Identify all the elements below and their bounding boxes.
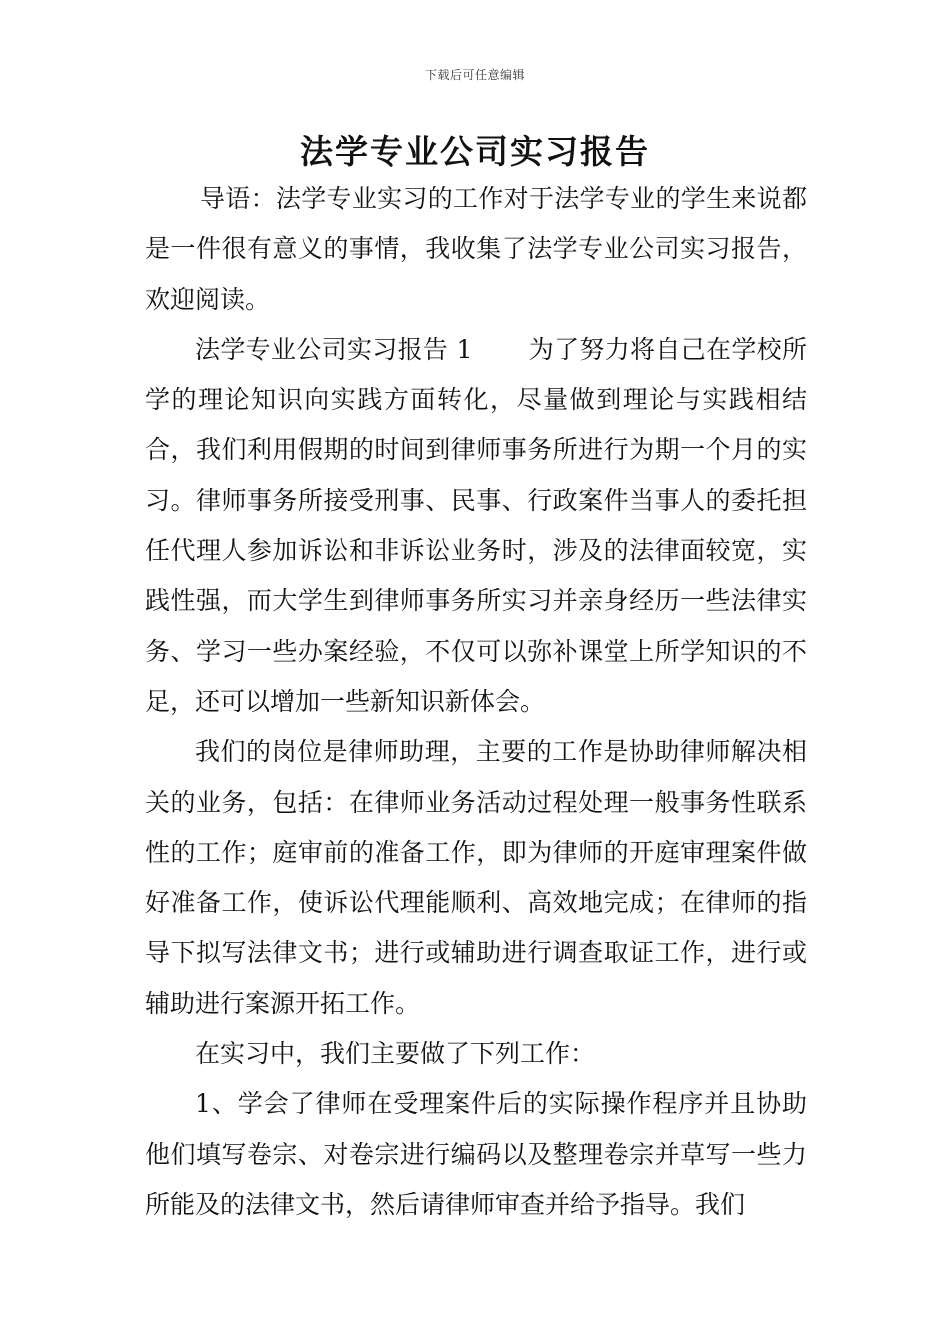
report-paragraph-1 — [145, 325, 807, 727]
report-paragraph-3: 在实习中，我们主要做了下列工作： — [195, 1039, 596, 1069]
report-paragraph-4: 1、学会了律师在受理案件后的实际操作程序并且协助他们填写卷宗、对卷宗进行编码以及整理卷宗并草写一些力所能及的法律文书，然后请律师审查并给予指导。我们 — [145, 1089, 807, 1219]
header-note: 下载后可任意编辑 — [424, 68, 525, 82]
document-title: 法学专业公司实习报告 — [300, 132, 650, 171]
report-heading: 法学专业公司实习报告 1 — [195, 334, 473, 364]
report-paragraph-2: 我们的岗位是律师助理，主要的工作是协助律师解决相关的业务，包括：在律师业务活动过程处理一般事务性联系性的工作；庭审前的准备工作，即为律师的开庭审理案件做好准备工作，使诉讼代理能顺利、高效地完成；在律师的指导下拟写法律文书；进行或辅助进行调查取证工作，进行或辅助进行案源开拓工作。 — [145, 737, 807, 1018]
paragraph-1-text: 为了努力将自己在学校所学的理论知识向实践方面转化，尽量做到理论与实践相结合，我们利用假期的时间到律师事务所进行为期一个月的实习。律师事务所接受刑事、民事、行政案件当事人的委托担任代理人参加诉讼和非诉讼业务时，涉及的法律面较宽，实践性强，而大学生到律师事务所实习并亲身经历一些法律实务、学习一些办案经验，不仅可以弥补课堂上所学知识的不足，还可以增加一些新知识新体会。 — [145, 334, 807, 716]
intro-paragraph: 导语：法学专业实习的工作对于法学专业的学生来说都是一件很有意义的事情，我收集了法学专业公司实习报告，欢迎阅读。 — [145, 184, 807, 314]
document-body — [145, 174, 807, 1230]
